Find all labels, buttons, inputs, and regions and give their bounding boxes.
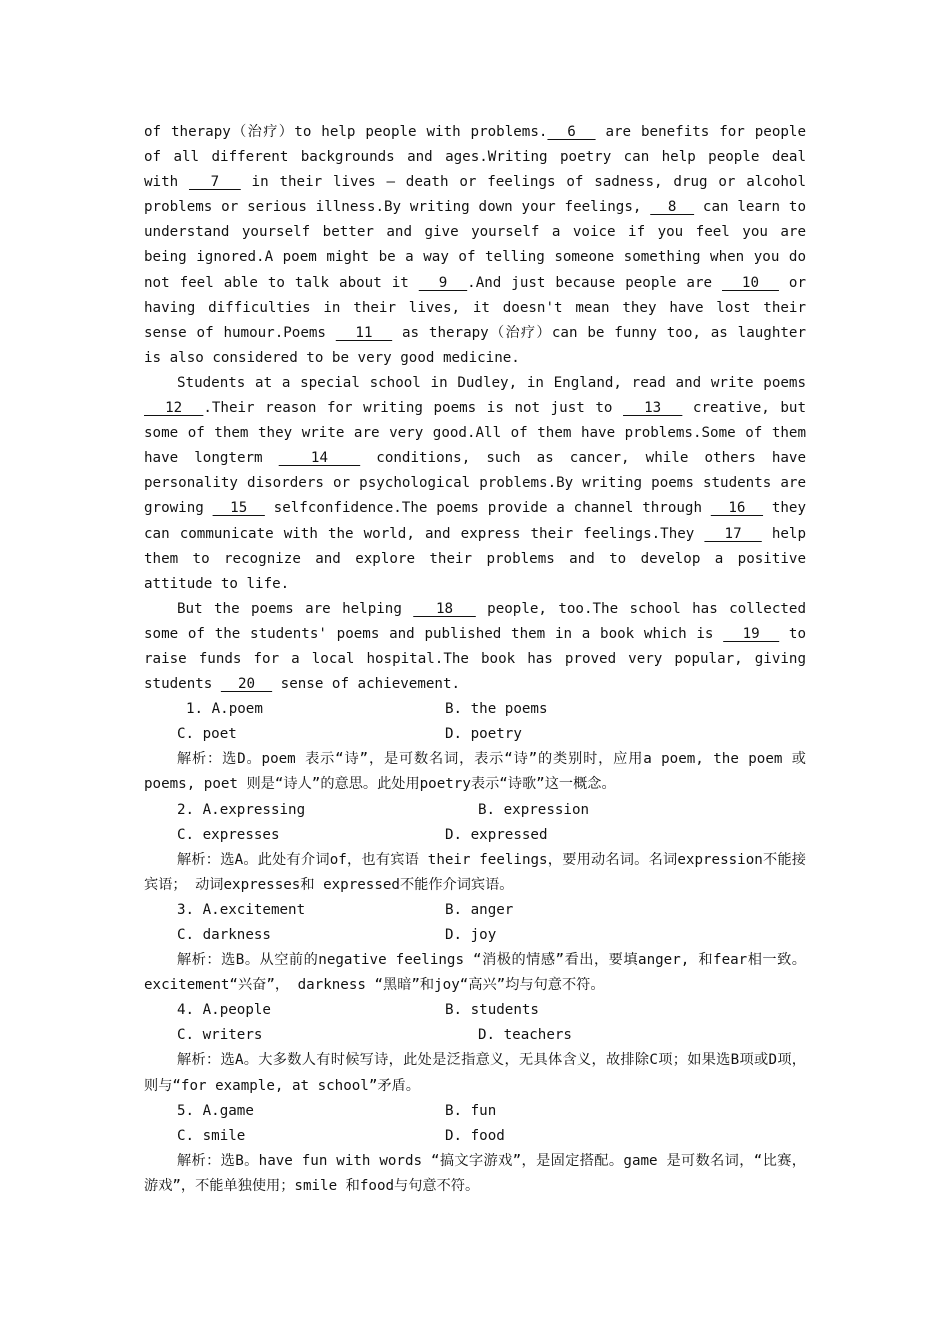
passage-text: conditions, such as cancer, while others have personality disorders or psychological problems.By writing poems students are growing (144, 450, 806, 517)
option-c: C. darkness (177, 927, 271, 943)
option-d: D. expressed (445, 826, 548, 843)
passage-text: help them to recognize and explore their problems and to develop a positive attitude to life. (144, 525, 806, 592)
answer-blank: 6 (547, 124, 596, 140)
explanation: 解析：选A。大多数人有时候写诗，此处是泛指意义，无具体含义，故排除C项；如果选B项或D项，则与“for example, at school”矛盾。 (144, 1052, 806, 1094)
passage-text: they can communicate with the world, and express their feelings.They (144, 500, 807, 542)
question-3 (144, 898, 806, 998)
answer-blank: 8 (650, 199, 695, 216)
answer-blank: 17 (704, 525, 762, 542)
question-4 (144, 998, 806, 1098)
option-b: B. students (445, 1002, 539, 1019)
answer-blank: 18 (413, 600, 476, 617)
explanation: 解析：选B。从空前的negative feelings “消极的情感”看出，要填anger, 和fear相一致。 excitement“兴奋”， darkness “黑暗”和joy“高兴”均与句意不符。 (144, 952, 806, 994)
answer-blank: 15 (212, 500, 265, 517)
options-row (144, 722, 806, 747)
explanation: 解析：选B。have fun with words “搞文字游戏”，是固定搭配。game 是可数名词，“比赛，游戏”，不能单独使用；smile 和food与句意不符。 (144, 1152, 806, 1194)
option-b: B. anger (445, 901, 514, 918)
passage-text: .And just because people are (467, 274, 722, 291)
options-row (144, 697, 806, 722)
option-d: D. teachers (478, 1027, 572, 1044)
passage-text: or having difficulties in their lives, it doesn't mean they have lost their sense of humour.Poems (144, 274, 807, 341)
options-row (144, 1023, 806, 1048)
option-a: 3. A.excitement (177, 901, 306, 918)
passage-text: selfconfidence.The poems provide a channel through (264, 500, 711, 517)
passage-text: are benefits for people of all different backgrounds and ages.Writing poetry can help people deal with (144, 124, 807, 191)
passage-text: of therapy（治疗）to help people with problems. (144, 124, 548, 140)
option-a: 5. A.game (177, 1102, 254, 1119)
answer-blank: 12 (144, 400, 204, 417)
answer-blank: 16 (710, 500, 764, 517)
answer-blank: 13 (623, 400, 683, 417)
options-row (144, 823, 806, 848)
options-row (144, 898, 806, 923)
passage-text: people, too.The school has collected some of the students' poems and published them in a book which is (144, 600, 806, 642)
passage-text: But the poems are helping (177, 600, 414, 617)
answer-blank: 19 (723, 625, 780, 642)
answer-blank: 7 (188, 174, 241, 191)
question-1 (144, 697, 806, 797)
answer-blank: 10 (722, 274, 779, 291)
option-d: D. poetry (445, 726, 522, 743)
passage-text: sense of achievement. (272, 676, 461, 693)
passage-text: can learn to understand yourself better and give yourself a voice if you feel you are being ignored.A poem might be a way of telling someone something when you do not feel able to talk about it (144, 199, 806, 291)
passage-text: in their lives — death or feelings of sadness, drug or alcohol problems or serious illness.By writing down your feelings, (144, 174, 807, 216)
explanation: 解析：选A。此处有介词of，也有宾语 their feelings，要用动名词。名词expression不能接宾语； 动词expresses和 expressed不能作介词宾语。 (144, 851, 806, 893)
explanation: 解析：选D。poem 表示“诗”，是可数名词，表示“诗”的类别时，应用a poem, the poem 或poems, poet 则是“诗人”的意思。此处用poetry表示“诗歌”这一概念。 (144, 751, 806, 793)
passage-paragraph-2 (144, 371, 806, 597)
option-b: B. the poems (445, 701, 548, 718)
option-a: 4. A.people (177, 1002, 271, 1019)
option-a: 1. A.poem (186, 701, 263, 718)
option-c: C. smile (177, 1127, 246, 1144)
option-a: 2. A.expressing (177, 801, 306, 818)
answer-blank: 20 (220, 676, 273, 693)
answer-blank: 9 (418, 274, 468, 291)
options-row (144, 1099, 806, 1124)
option-c: C. writers (177, 1027, 263, 1044)
question-2 (144, 798, 806, 898)
option-c: C. poet (177, 726, 237, 743)
answer-blank: 11 (335, 324, 393, 341)
option-d: D. joy (445, 927, 497, 943)
passage-text: to raise funds for a local hospital.The book has proved very popular, giving students (144, 625, 806, 693)
question-5 (144, 1099, 806, 1199)
option-b: B. fun (445, 1102, 497, 1119)
option-d: D. food (445, 1127, 505, 1144)
options-row (144, 1124, 806, 1149)
passage-paragraph-1 (144, 120, 806, 371)
document-page (144, 120, 806, 1199)
passage-paragraph-3 (144, 597, 806, 697)
options-row (144, 923, 806, 948)
options-row (144, 998, 806, 1023)
passage-text: as therapy（治疗）can be funny too, as laughter is also considered to be very good medicine. (144, 324, 807, 366)
option-b: B. expression (478, 801, 590, 818)
option-c: C. expresses (177, 826, 280, 843)
passage-text: .Their reason for writing poems is not just to (203, 400, 624, 417)
options-row (144, 798, 806, 823)
passage-text: creative, but some of them they write are very good.All of them have problems.Some of them have longterm (144, 400, 806, 467)
passage-text: Students at a special school in Dudley, in England, read and write poems (177, 374, 806, 391)
answer-blank: 14 (278, 450, 361, 467)
